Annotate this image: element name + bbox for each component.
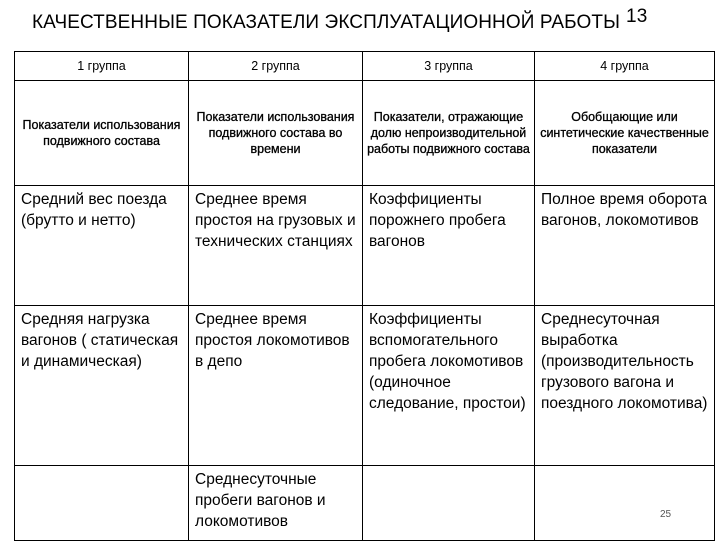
table-cell: Полное время оборота вагонов, локомотивов — [535, 186, 715, 306]
table-cell: Средняя нагрузка вагонов ( статическая и динамическая) — [15, 306, 189, 466]
group-header-row — [15, 52, 715, 81]
group-header-2: 2 группа — [189, 52, 363, 81]
group-description-2: Показатели использования подвижного состава во времени — [189, 81, 363, 186]
table-cell: Коэффициенты вспомогательного пробега локомотивов (одиночное следование, простои) — [363, 306, 535, 466]
table-cell: Коэффициенты порожнего пробега вагонов — [363, 186, 535, 306]
group-description-4: Обобщающие или синтетические качественные показатели — [535, 81, 715, 186]
table-cell — [15, 466, 189, 541]
table-row — [15, 466, 715, 541]
group-description-3: Показатели, отражающие долю непроизводительной работы подвижного состава — [363, 81, 535, 186]
table-cell: Среднее время простоя локомотивов в депо — [189, 306, 363, 466]
table-cell — [363, 466, 535, 541]
table-cell: Средний вес поезда (брутто и нетто) — [15, 186, 189, 306]
table-row — [15, 306, 715, 466]
group-description-row — [15, 81, 715, 186]
group-header-3: 3 группа — [363, 52, 535, 81]
table-row — [15, 186, 715, 306]
table-cell: Среднее время простоя на грузовых и технических станциях — [189, 186, 363, 306]
table-cell: Среднесуточная выработка (производительность грузового вагона и поездного локомотива) — [535, 306, 715, 466]
page-number: 25 — [660, 509, 672, 520]
group-description-1: Показатели использования подвижного состава — [15, 81, 189, 186]
group-header-1: 1 группа — [15, 52, 189, 81]
slide-title-text: КАЧЕСТВЕННЫЕ ПОКАЗАТЕЛИ ЭКСПЛУАТАЦИОННОЙ РАБОТЫ — [32, 12, 621, 33]
indicators-table — [14, 51, 715, 541]
table-cell: Среднесуточные пробеги вагонов и локомотивов — [189, 466, 363, 541]
group-header-4: 4 группа — [535, 52, 715, 81]
slide-number: 13 — [626, 6, 648, 27]
slide-title — [32, 6, 712, 34]
table-cell — [535, 466, 715, 541]
